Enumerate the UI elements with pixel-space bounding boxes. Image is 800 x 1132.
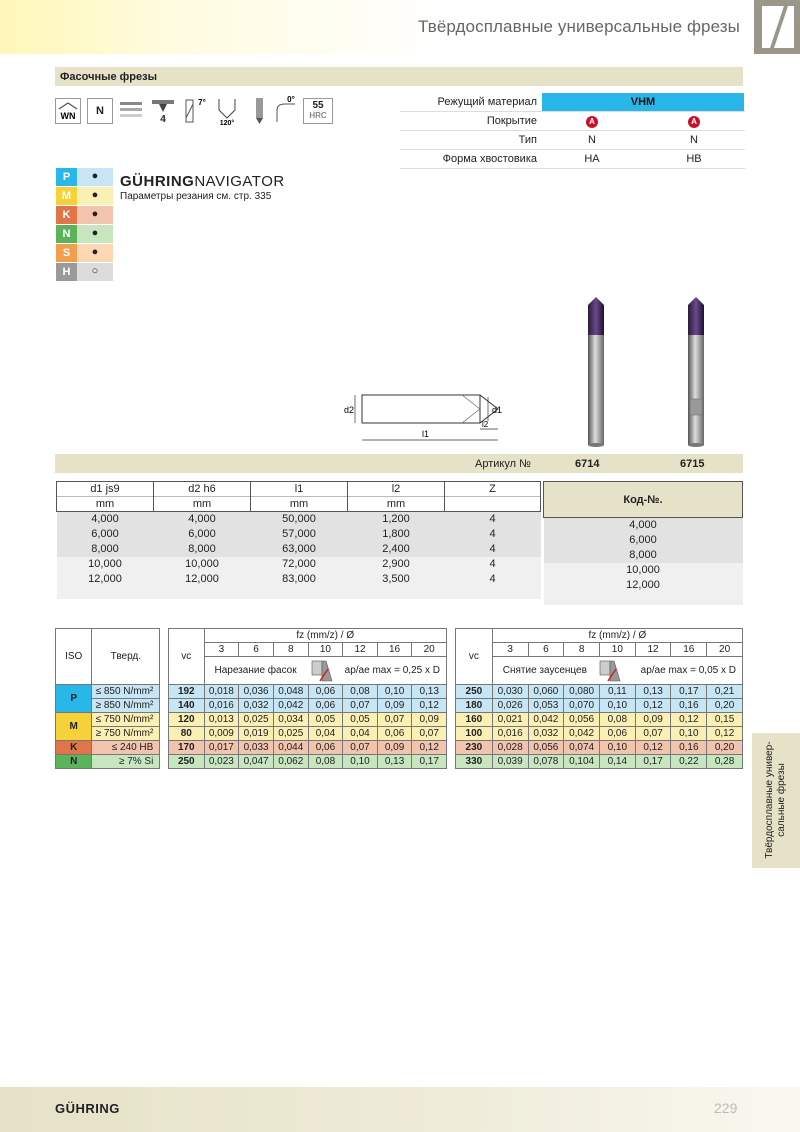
cut-header-row bbox=[56, 629, 447, 643]
dim-cell: 1,200 bbox=[348, 512, 445, 527]
prop-row-material bbox=[400, 93, 745, 112]
code-spacer bbox=[544, 593, 743, 605]
fz-cell: 0,15 bbox=[707, 713, 743, 727]
fz-cell: 0,07 bbox=[343, 699, 378, 713]
fz-cell: 0,023 bbox=[204, 755, 239, 769]
hardness-cell: ≤ 750 N/mm² bbox=[92, 713, 160, 727]
dim-l2-label: l2 bbox=[482, 420, 489, 429]
spacer bbox=[160, 741, 169, 755]
diam-header: 6 bbox=[528, 643, 564, 657]
cut-data-row bbox=[456, 727, 743, 741]
fz-cell: 0,13 bbox=[635, 685, 671, 699]
dim-d1-label: d1 bbox=[492, 405, 503, 415]
dim-cell: 4 bbox=[445, 557, 541, 572]
fz-cell: 0,20 bbox=[707, 699, 743, 713]
fz-cell: 0,12 bbox=[635, 741, 671, 755]
cut-data-row bbox=[56, 699, 447, 713]
vc-cell: 192 bbox=[169, 685, 204, 699]
code-row bbox=[544, 518, 743, 533]
material-letter: H bbox=[56, 263, 77, 281]
diam-header: 16 bbox=[671, 643, 707, 657]
wn-standard-icon bbox=[55, 98, 81, 124]
navigator-note: Параметры резания см. стр. 335 bbox=[120, 191, 272, 202]
diam-header: 6 bbox=[239, 643, 274, 657]
vc-cell: 180 bbox=[456, 699, 493, 713]
dim-header: d2 h6 bbox=[154, 482, 251, 497]
fz-cell: 0,13 bbox=[412, 685, 447, 699]
vc-cell: 100 bbox=[456, 727, 493, 741]
fz-cell: 0,09 bbox=[412, 713, 447, 727]
cutting-table-chamfering bbox=[55, 628, 447, 769]
dim-cell: 3,500 bbox=[348, 572, 445, 587]
code-spacer-cell bbox=[544, 593, 743, 605]
rake-angle-icon bbox=[273, 96, 299, 126]
fz-cell: 0,12 bbox=[412, 699, 447, 713]
code-cell: 6,000 bbox=[544, 533, 743, 548]
code-cell: 4,000 bbox=[544, 518, 743, 533]
dim-cell: 12,000 bbox=[154, 572, 251, 587]
fz-cell: 0,036 bbox=[239, 685, 274, 699]
spacer bbox=[160, 755, 169, 769]
article-bar bbox=[55, 454, 743, 473]
code-row bbox=[544, 563, 743, 578]
helix-angle-label: 7° bbox=[198, 98, 206, 107]
spacer bbox=[160, 685, 169, 699]
diam-header: 12 bbox=[635, 643, 671, 657]
fz-cell: 0,047 bbox=[239, 755, 274, 769]
fz-cell: 0,009 bbox=[204, 727, 239, 741]
spacer bbox=[160, 629, 169, 685]
dim-row bbox=[57, 527, 541, 542]
fz-cell: 0,06 bbox=[599, 727, 635, 741]
fz-header: fz (mm/z) / Ø bbox=[204, 629, 447, 643]
code-table bbox=[543, 481, 743, 605]
dim-cell: 8,000 bbox=[57, 542, 154, 557]
dim-cell: 4 bbox=[445, 542, 541, 557]
code-cell: 10,000 bbox=[544, 563, 743, 578]
fz-cell: 0,07 bbox=[412, 727, 447, 741]
spacer bbox=[160, 713, 169, 727]
fz-cell: 0,017 bbox=[204, 741, 239, 755]
section-title: Фасочные фрезы bbox=[60, 71, 157, 83]
navigator-brand: GÜHRING bbox=[120, 173, 195, 190]
point-angle-label: 120° bbox=[219, 120, 235, 126]
fz-cell: 0,05 bbox=[343, 713, 378, 727]
material-suitability-dot: ● bbox=[77, 244, 113, 262]
dim-row bbox=[57, 542, 541, 557]
cut-data-row bbox=[56, 741, 447, 755]
dim-cell: 10,000 bbox=[154, 557, 251, 572]
teeth-count: 4 bbox=[160, 113, 166, 125]
teeth-count-icon bbox=[148, 96, 178, 126]
diam-header: 12 bbox=[343, 643, 378, 657]
fz-cell: 0,10 bbox=[377, 685, 412, 699]
fz-cell: 0,04 bbox=[343, 727, 378, 741]
dim-unit: mm bbox=[154, 497, 251, 512]
fz-cell: 0,21 bbox=[707, 685, 743, 699]
dim-unit: mm bbox=[57, 497, 154, 512]
vc-cell: 140 bbox=[169, 699, 204, 713]
fz-cell: 0,042 bbox=[564, 727, 600, 741]
iso-cell-m: M bbox=[56, 713, 92, 741]
dim-cell: 2,400 bbox=[348, 542, 445, 557]
dim-cell: 72,000 bbox=[251, 557, 348, 572]
tool-type-label: N bbox=[96, 105, 104, 117]
prop-value: N bbox=[690, 134, 698, 146]
operation-cell bbox=[492, 657, 742, 685]
dim-cell: 10,000 bbox=[57, 557, 154, 572]
prop-value-material: VHM bbox=[542, 93, 744, 111]
code-cell: 8,000 bbox=[544, 548, 743, 563]
article-6715: 6715 bbox=[680, 458, 705, 470]
fz-cell: 0,074 bbox=[564, 741, 600, 755]
fz-cell: 0,20 bbox=[707, 741, 743, 755]
properties-table bbox=[400, 93, 745, 169]
dim-cell: 8,000 bbox=[154, 542, 251, 557]
hardness-header: Тверд. bbox=[92, 629, 160, 685]
fz-cell: 0,032 bbox=[239, 699, 274, 713]
iso-cell-p: P bbox=[56, 685, 92, 713]
code-header: Код-№. bbox=[544, 482, 743, 518]
navigator-suffix: NAVIGATOR bbox=[194, 173, 285, 190]
diam-header: 3 bbox=[492, 643, 528, 657]
dim-d2-label: d2 bbox=[344, 405, 355, 415]
dim-cell: 4 bbox=[445, 572, 541, 587]
iso-cell-n: N bbox=[56, 755, 92, 769]
fz-cell: 0,12 bbox=[707, 727, 743, 741]
fz-cell: 0,05 bbox=[308, 713, 343, 727]
fz-cell: 0,019 bbox=[239, 727, 274, 741]
prop-row-shank bbox=[400, 150, 745, 169]
vc-cell: 80 bbox=[169, 727, 204, 741]
hrc-icon bbox=[303, 98, 333, 124]
cut-data-row bbox=[56, 713, 447, 727]
fz-cell: 0,09 bbox=[377, 741, 412, 755]
diam-header: 8 bbox=[273, 643, 308, 657]
fz-cell: 0,033 bbox=[239, 741, 274, 755]
fz-cell: 0,042 bbox=[273, 699, 308, 713]
cut-diam-row bbox=[456, 643, 743, 657]
operation-icon bbox=[310, 659, 336, 686]
chamfer-icon bbox=[250, 96, 270, 126]
dim-unit: mm bbox=[348, 497, 445, 512]
fz-cell: 0,07 bbox=[635, 727, 671, 741]
dim-header: l2 bbox=[348, 482, 445, 497]
material-letter: K bbox=[56, 206, 77, 224]
section-bar bbox=[55, 67, 743, 86]
page-number: 229 bbox=[714, 1100, 738, 1116]
fz-cell: 0,070 bbox=[564, 699, 600, 713]
fz-cell: 0,078 bbox=[528, 755, 564, 769]
dim-row bbox=[57, 572, 541, 587]
ap-label: ap/ae max = 0,05 x D bbox=[640, 665, 736, 676]
fz-cell: 0,17 bbox=[412, 755, 447, 769]
material-suitability-dot: ○ bbox=[77, 263, 113, 281]
prop-value: HB bbox=[686, 153, 702, 165]
dim-cell: 4 bbox=[445, 527, 541, 542]
fz-cell: 0,032 bbox=[528, 727, 564, 741]
fz-cell: 0,16 bbox=[671, 699, 707, 713]
wn-label: WN bbox=[60, 111, 76, 121]
point-angle-icon bbox=[213, 96, 241, 126]
dim-cell: 6,000 bbox=[57, 527, 154, 542]
dim-unit: mm bbox=[251, 497, 348, 512]
dim-cell: 6,000 bbox=[154, 527, 251, 542]
prop-label: Покрытие bbox=[486, 115, 537, 127]
article-6714: 6714 bbox=[575, 458, 600, 470]
shank-icon bbox=[118, 98, 144, 124]
page-footer bbox=[0, 1087, 800, 1132]
fz-cell: 0,22 bbox=[671, 755, 707, 769]
fz-cell: 0,039 bbox=[492, 755, 528, 769]
dim-header: d1 js9 bbox=[57, 482, 154, 497]
prop-row-type bbox=[400, 131, 745, 150]
dim-cell: 63,000 bbox=[251, 542, 348, 557]
material-suitability-dot: ● bbox=[77, 187, 113, 205]
hardness-cell: ≥ 7% Si bbox=[92, 755, 160, 769]
prop-value: HA bbox=[584, 153, 600, 165]
fz-cell: 0,042 bbox=[528, 713, 564, 727]
vc-cell: 250 bbox=[456, 685, 493, 699]
fz-cell: 0,09 bbox=[635, 713, 671, 727]
side-tab-label bbox=[764, 735, 788, 865]
operation-icon bbox=[598, 659, 624, 686]
fz-cell: 0,048 bbox=[273, 685, 308, 699]
cut-data-row bbox=[56, 755, 447, 769]
material-suitability-dot: ● bbox=[77, 206, 113, 224]
diam-header: 10 bbox=[599, 643, 635, 657]
cut-data-row bbox=[456, 741, 743, 755]
fz-cell: 0,10 bbox=[671, 727, 707, 741]
hrc-unit: HRC bbox=[309, 111, 327, 120]
fz-cell: 0,10 bbox=[599, 699, 635, 713]
cut-data-row bbox=[456, 713, 743, 727]
cut-data-row bbox=[456, 699, 743, 713]
dim-header: l1 bbox=[251, 482, 348, 497]
fz-cell: 0,053 bbox=[528, 699, 564, 713]
code-cell: 12,000 bbox=[544, 578, 743, 593]
fz-cell: 0,07 bbox=[377, 713, 412, 727]
cut-data-row bbox=[56, 727, 447, 741]
dim-unit bbox=[445, 497, 541, 512]
tool-image-6714 bbox=[578, 295, 614, 450]
material-suitability-dot: ● bbox=[77, 168, 113, 186]
dim-l1-label: l1 bbox=[422, 429, 430, 439]
fz-cell: 0,026 bbox=[492, 699, 528, 713]
fz-cell: 0,018 bbox=[204, 685, 239, 699]
fz-header: fz (mm/z) / Ø bbox=[492, 629, 742, 643]
vc-cell: 250 bbox=[169, 755, 204, 769]
cut-data-row bbox=[56, 685, 447, 699]
vc-header: vc bbox=[169, 629, 204, 685]
dim-row bbox=[57, 557, 541, 572]
material-row-s bbox=[56, 244, 113, 262]
material-row-k bbox=[56, 206, 113, 224]
dim-cell: 50,000 bbox=[251, 512, 348, 527]
fz-cell: 0,016 bbox=[204, 699, 239, 713]
fz-cell: 0,12 bbox=[412, 741, 447, 755]
vc-header: vc bbox=[456, 629, 493, 685]
coating-icon: A bbox=[586, 116, 598, 128]
material-letter: N bbox=[56, 225, 77, 243]
fz-cell: 0,06 bbox=[308, 699, 343, 713]
cut-op-row bbox=[456, 657, 743, 685]
hardness-cell: ≤ 240 HB bbox=[92, 741, 160, 755]
hardness-cell: ≤ 850 N/mm² bbox=[92, 685, 160, 699]
dim-row bbox=[57, 512, 541, 527]
fz-cell: 0,056 bbox=[564, 713, 600, 727]
code-row bbox=[544, 578, 743, 593]
prop-value: N bbox=[588, 134, 596, 146]
fz-cell: 0,056 bbox=[528, 741, 564, 755]
spacer bbox=[160, 727, 169, 741]
vc-cell: 330 bbox=[456, 755, 493, 769]
spacer bbox=[160, 699, 169, 713]
dim-cell: 12,000 bbox=[57, 572, 154, 587]
fz-cell: 0,06 bbox=[308, 741, 343, 755]
vc-cell: 230 bbox=[456, 741, 493, 755]
dim-cell: 2,900 bbox=[348, 557, 445, 572]
material-letter: S bbox=[56, 244, 77, 262]
fz-cell: 0,08 bbox=[343, 685, 378, 699]
prop-label: Режущий материал bbox=[437, 96, 537, 108]
dim-cell: 4 bbox=[445, 512, 541, 527]
hardness-cell: ≥ 750 N/mm² bbox=[92, 727, 160, 741]
tool-image-6715 bbox=[678, 295, 714, 450]
material-suitability-dot: ● bbox=[77, 225, 113, 243]
code-row bbox=[544, 548, 743, 563]
fz-cell: 0,06 bbox=[377, 727, 412, 741]
footer-logo: GÜHRING bbox=[55, 1101, 120, 1116]
dim-spacer-cell bbox=[57, 587, 541, 599]
vc-cell: 120 bbox=[169, 713, 204, 727]
material-row-h bbox=[56, 263, 113, 281]
helix-angle-icon bbox=[182, 96, 210, 126]
fz-cell: 0,060 bbox=[528, 685, 564, 699]
fz-cell: 0,07 bbox=[343, 741, 378, 755]
vc-cell: 160 bbox=[456, 713, 493, 727]
fz-cell: 0,13 bbox=[377, 755, 412, 769]
iso-cell-k: K bbox=[56, 741, 92, 755]
fz-cell: 0,021 bbox=[492, 713, 528, 727]
diam-header: 20 bbox=[707, 643, 743, 657]
vc-cell: 170 bbox=[169, 741, 204, 755]
side-tab-line: сальные фрезы bbox=[776, 763, 787, 837]
fz-cell: 0,016 bbox=[492, 727, 528, 741]
fz-cell: 0,10 bbox=[599, 741, 635, 755]
fz-cell: 0,11 bbox=[599, 685, 635, 699]
technical-drawing bbox=[340, 385, 520, 450]
iso-header: ISO bbox=[56, 629, 92, 685]
dim-header: Z bbox=[445, 482, 541, 497]
brand-mark bbox=[754, 0, 800, 54]
diam-header: 20 bbox=[412, 643, 447, 657]
diam-header: 10 bbox=[308, 643, 343, 657]
operation-cell bbox=[204, 657, 447, 685]
dim-cell: 83,000 bbox=[251, 572, 348, 587]
page-title: Твёрдосплавные универсальные фрезы bbox=[417, 17, 740, 36]
dim-cell: 4,000 bbox=[57, 512, 154, 527]
fz-cell: 0,044 bbox=[273, 741, 308, 755]
fz-cell: 0,034 bbox=[273, 713, 308, 727]
fz-cell: 0,17 bbox=[671, 685, 707, 699]
fz-cell: 0,013 bbox=[204, 713, 239, 727]
fz-cell: 0,08 bbox=[599, 713, 635, 727]
diam-header: 8 bbox=[564, 643, 600, 657]
operation-label: Снятие заусенцев bbox=[502, 665, 587, 676]
fz-cell: 0,28 bbox=[707, 755, 743, 769]
prop-label: Форма хвостовика bbox=[442, 153, 537, 165]
fz-cell: 0,04 bbox=[308, 727, 343, 741]
operation-icon bbox=[310, 659, 336, 683]
cut-header-row bbox=[456, 629, 743, 643]
material-letter: P bbox=[56, 168, 77, 186]
navigator-logo bbox=[120, 173, 285, 190]
code-row bbox=[544, 533, 743, 548]
prop-label: Тип bbox=[518, 134, 537, 146]
side-tab-line: Твёрдосплавные универ- bbox=[764, 741, 775, 859]
cut-data-row bbox=[456, 755, 743, 769]
fz-cell: 0,14 bbox=[599, 755, 635, 769]
diam-header: 16 bbox=[377, 643, 412, 657]
operation-icon bbox=[598, 659, 624, 683]
dim-cell: 1,800 bbox=[348, 527, 445, 542]
material-letter: M bbox=[56, 187, 77, 205]
fz-cell: 0,06 bbox=[308, 685, 343, 699]
dim-cell: 4,000 bbox=[154, 512, 251, 527]
ap-label: ap/ae max = 0,25 x D bbox=[344, 665, 440, 676]
article-label: Артикул № bbox=[475, 458, 531, 470]
dim-spacer bbox=[57, 587, 541, 599]
fz-cell: 0,104 bbox=[564, 755, 600, 769]
fz-cell: 0,028 bbox=[492, 741, 528, 755]
fz-cell: 0,062 bbox=[273, 755, 308, 769]
fz-cell: 0,12 bbox=[635, 699, 671, 713]
tool-type-icon bbox=[87, 98, 113, 124]
fz-cell: 0,025 bbox=[273, 727, 308, 741]
rake-angle-label: 0° bbox=[287, 96, 295, 104]
fz-cell: 0,030 bbox=[492, 685, 528, 699]
cutting-table-deburring bbox=[455, 628, 743, 769]
hrc-value: 55 bbox=[312, 100, 324, 111]
diam-header: 3 bbox=[204, 643, 239, 657]
fz-cell: 0,08 bbox=[308, 755, 343, 769]
dim-cell: 57,000 bbox=[251, 527, 348, 542]
fz-cell: 0,080 bbox=[564, 685, 600, 699]
fz-cell: 0,17 bbox=[635, 755, 671, 769]
fz-cell: 0,16 bbox=[671, 741, 707, 755]
dimensions-table bbox=[56, 481, 541, 599]
coating-icon: A bbox=[688, 116, 700, 128]
material-row-n bbox=[56, 225, 113, 243]
cut-data-row bbox=[456, 685, 743, 699]
fz-cell: 0,09 bbox=[377, 699, 412, 713]
fz-cell: 0,10 bbox=[343, 755, 378, 769]
hardness-cell: ≥ 850 N/mm² bbox=[92, 699, 160, 713]
operation-label: Нарезание фасок bbox=[214, 665, 297, 676]
prop-row-coating bbox=[400, 112, 745, 131]
material-row-m bbox=[56, 187, 113, 205]
fz-cell: 0,12 bbox=[671, 713, 707, 727]
fz-cell: 0,025 bbox=[239, 713, 274, 727]
material-row-p bbox=[56, 168, 113, 186]
